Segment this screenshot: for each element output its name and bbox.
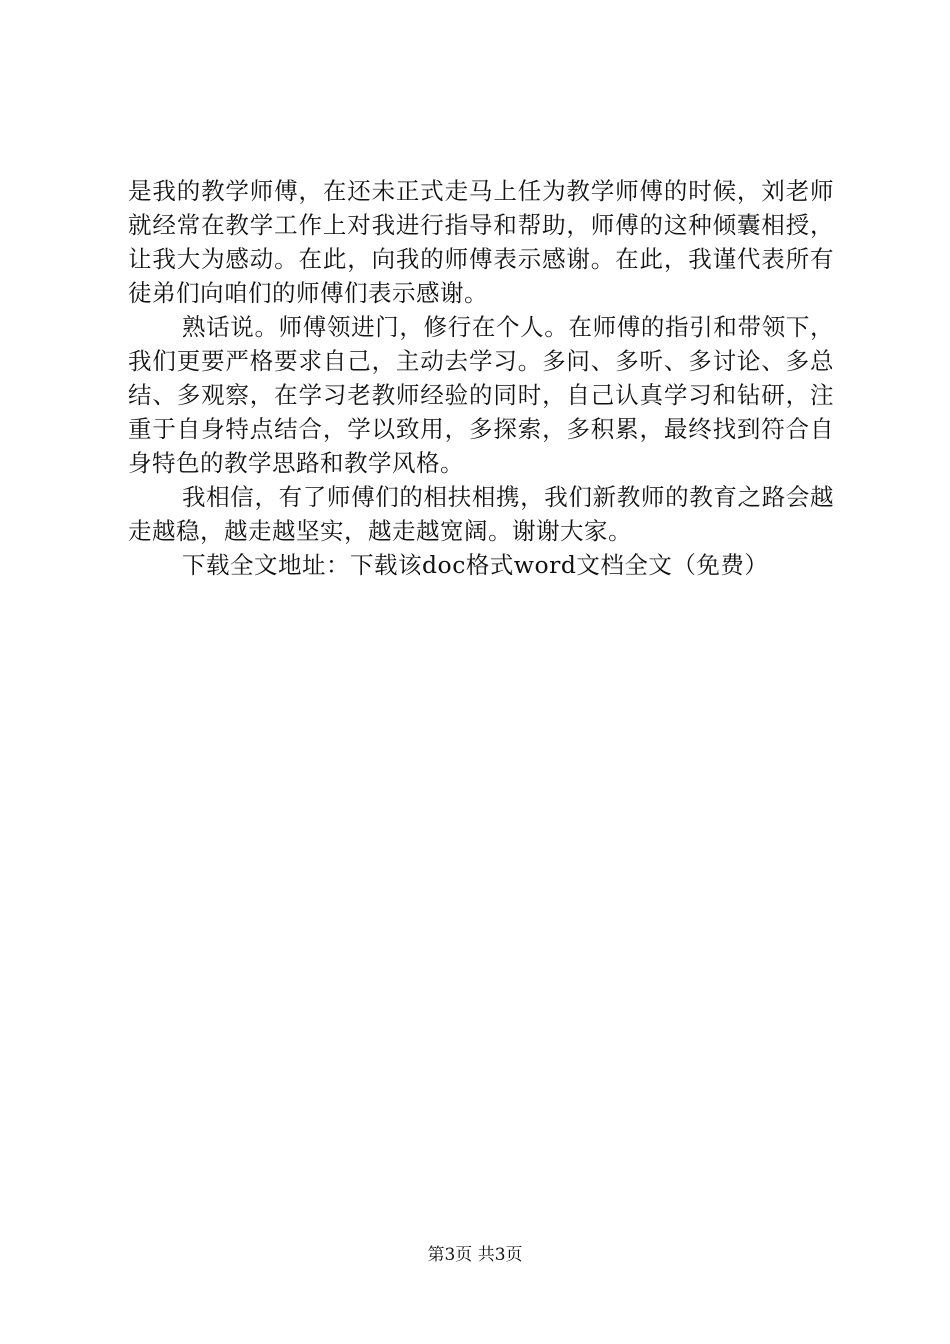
- paragraph-1: 是我的教学师傅，在还未正式走马上任为教学师傅的时候，刘老师就经常在教学工作上对我进行指导和帮助，师傅的这种倾囊相授，让我大为感动。在此，向我的师傅表示感谢。在此，我谨代表所有徒弟们向咱们的师傅们表示感谢。: [128, 177, 834, 307]
- paragraph-3: 我相信，有了师傅们的相扶相携，我们新教师的教育之路会越走越稳，越走越坚实，越走越宽阔。谢谢大家。: [128, 483, 834, 545]
- paragraph-2: 熟话说。师傅领进门，修行在个人。在师傅的指引和带领下，我们更要严格要求自己，主动去学习。多问、多听、多讨论、多总结、多观察，在学习老教师经验的同时，自己认真学习和钻研，注重于自身特点结合，学以致用，多探索，多积累，最终找到符合自身特色的教学思路和教学风格。: [128, 313, 834, 477]
- download-line: [128, 548, 834, 582]
- page-footer: [0, 1244, 950, 1266]
- download-label: 下载全文地址：: [182, 551, 350, 579]
- page-number-indicator: 第3页 共3页: [427, 1245, 523, 1265]
- download-doc-link[interactable]: 下载该doc格式word文档全文（免费）: [350, 551, 769, 579]
- document-body: [128, 174, 834, 582]
